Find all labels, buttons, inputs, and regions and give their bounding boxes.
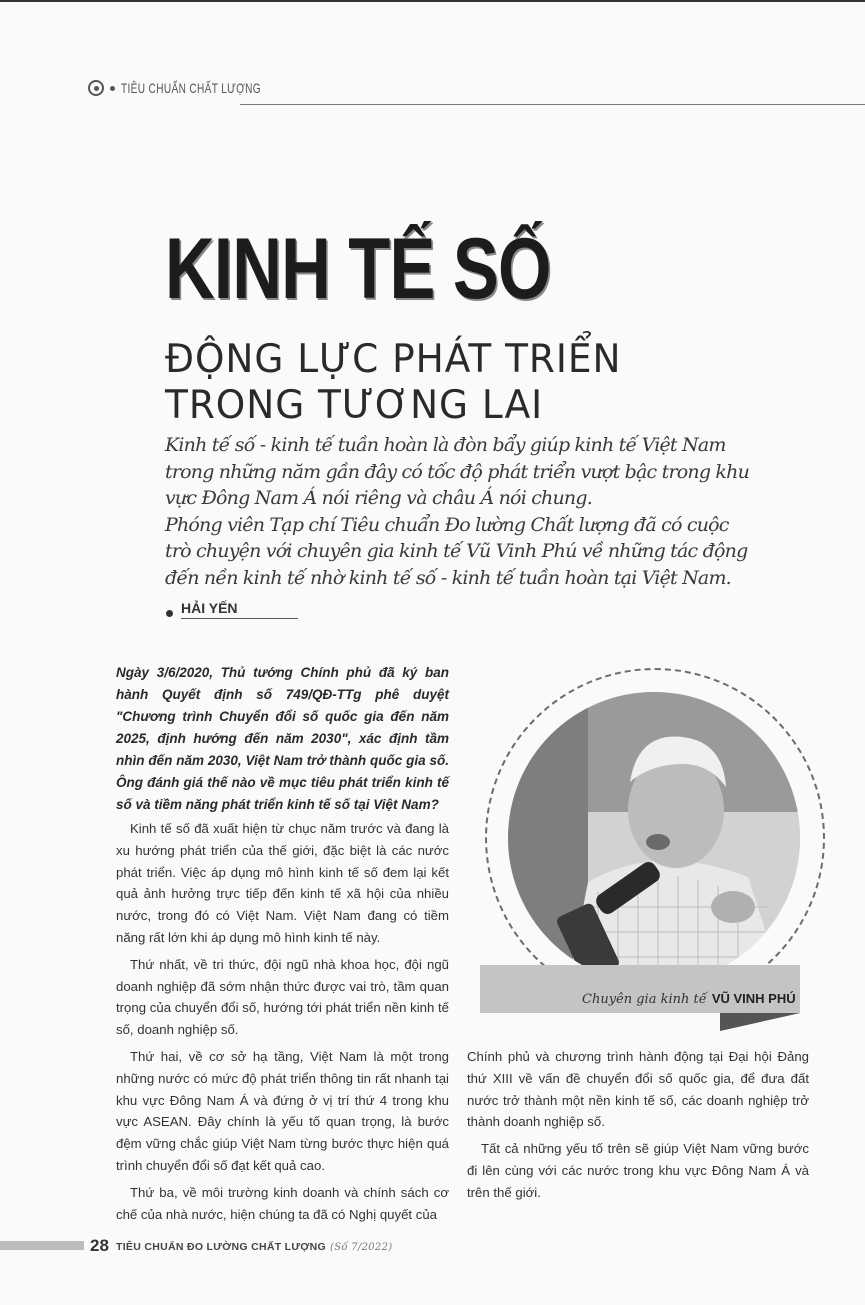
lead-paragraph: Phóng viên Tạp chí Tiêu chuẩn Đo lường Chất lượng đã có cuộc trò chuyện với chuyên gia kinh tế Vũ Vinh Phú về những tác động đến nền kinh tế nhờ kinh tế số - kinh tế tuần hoàn tại Việt Nam.: [165, 513, 748, 589]
right-column: [467, 1046, 809, 1209]
body-paragraph: Tất cả những yếu tố trên sẽ giúp Việt Nam vững bước đi lên cùng với các nước trong khu vực Đông Nam Á và trên thế giới.: [467, 1141, 809, 1200]
body-paragraph: Kinh tế số đã xuất hiện từ chục năm trước và đang là xu hướng phát triển của thế giới, đặc biệt là các nước phát triển. Việc áp dụng mô hình kinh tế số đem lại kết quả ảnh hưởng trực tiếp đến kinh tế xã hội của nhiều nước, trong đó có Việt Nam. Việt Nam đang có tiềm năng rất lớn khi áp dụng mô hình kinh tế này.: [116, 821, 449, 945]
journal-name: TIÊU CHUẨN ĐO LƯỜNG CHẤT LƯỢNG: [116, 1241, 326, 1253]
target-icon: [88, 80, 104, 96]
body-paragraph: Thứ nhất, về tri thức, đội ngũ nhà khoa học, đội ngũ doanh nghiệp đã sớm nhận thức được vai trò, tầm quan trọng của chuyển đổi số, hướng tới phát triển nền kinh tế số, doanh nghiệp số.: [116, 956, 449, 1038]
article-lead: [165, 432, 750, 591]
page-number: 28: [90, 1236, 109, 1255]
article-title: KINH TẾ SỐ: [165, 221, 551, 317]
body-paragraph: Thứ hai, về cơ sở hạ tầng, Việt Nam là một trong những nước có mức độ phát triển thông tin rất nhanh tại khu vực Đông Nam Á và đứng ở vị trí thứ 4 trong khu vực ASEAN. Đây chính là yếu tố quan trọng, là bước đệm vững chắc giúp Việt Nam từng bước thực hiện quá trình chuyển đổi số đạt kết quả cao.: [116, 1048, 449, 1173]
bullet-icon: [110, 86, 115, 91]
article-subtitle-line1: ĐỘNG LỰC PHÁT TRIỂN: [165, 337, 622, 382]
portrait-illustration: [508, 692, 800, 984]
section-header: [88, 80, 315, 96]
author-name: HẢI YẾN: [181, 600, 298, 619]
footer-bar: [0, 1241, 84, 1250]
photo-caption: [582, 988, 796, 1007]
top-rule: [0, 0, 865, 2]
section-rule: [240, 104, 865, 105]
caption-name: VŨ VINH PHÚ: [711, 991, 796, 1006]
footer-journal: [116, 1241, 392, 1253]
issue-number: (Số 7/2022): [330, 1242, 393, 1253]
left-column: [116, 662, 449, 1230]
bullet-icon: [166, 610, 173, 617]
lead-paragraph: Kinh tế số - kinh tế tuần hoàn là đòn bẩy giúp kinh tế Việt Nam trong những năm gần đây có tốc độ phát triển vượt bậc trong khu vực Đông Nam Á nói riêng và châu Á nói chung.: [165, 434, 750, 509]
interview-question: Ngày 3/6/2020, Thủ tướng Chính phủ đã ký ban hành Quyết định số 749/QĐ-TTg phê duyệt "Chương trình Chuyển đổi số quốc gia đến năm 2025, định hướng đến năm 2030", xác định tầm nhìn đến năm 2030, Việt Nam trở thành quốc gia số. Ông đánh giá thế nào về mục tiêu phát triển kinh tế số và tiềm năng phát triển kinh tế số tại Việt Nam?: [116, 665, 449, 812]
body-paragraph: Thứ ba, về môi trường kinh doanh và chính sách cơ chế của nhà nước, hiện chúng ta đã có Nghị quyết của: [116, 1184, 449, 1222]
caption-intro: Chuyên gia kinh tế: [582, 992, 707, 1007]
body-paragraph: Chính phủ và chương trình hành động tại Đại hội Đảng thứ XIII về vấn đề chuyển đổi số quốc gia, để đưa đất nước trở thành một nền kinh tế số, các doanh nghiệp trở thành doanh nghiệp số.: [467, 1049, 809, 1130]
article-subtitle-line2: TRONG TƯƠNG LAI: [165, 383, 544, 428]
section-label: TIÊU CHUẨN CHẤT LƯỢNG: [121, 80, 262, 96]
portrait-photo: [508, 692, 800, 984]
author-byline: [166, 600, 298, 619]
